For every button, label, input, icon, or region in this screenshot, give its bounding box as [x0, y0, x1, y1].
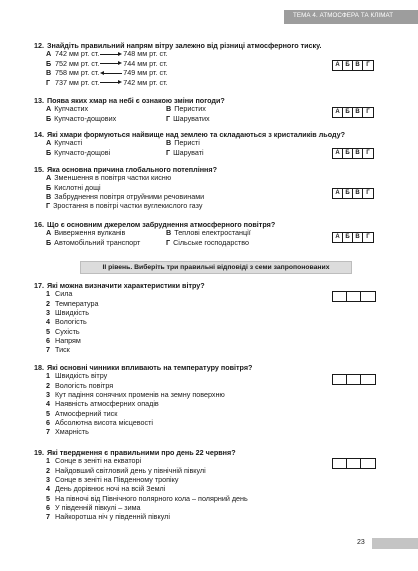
list-item: 4 Вологість	[46, 317, 87, 327]
option-16-a: А Виверження вулканів	[46, 228, 126, 238]
list-item: 2 Найдовший світловий день у північній півкулі	[46, 465, 206, 475]
question-text: Що є основним джерелом забруднення атмосферного повітря?	[47, 220, 276, 229]
question-text: Які твердження є правильними про день 22 червня?	[47, 448, 236, 457]
question-16: 16. Що є основним джерелом забруднення атмосферного повітря? А Виверження вулканів В Теплові електростанції Б Автомобільний транспорт Г Сільське господарство	[34, 221, 374, 248]
answer-grid-13[interactable]: А Б В Г	[332, 107, 374, 118]
option-13-b: Б Купчасто-дощових	[46, 113, 117, 123]
question-18: 18. Які основні чинники впливають на температуру повітря? 1 Швидкість вітру 2 Вологість повітря 3 Кут падіння сонячних променів на земну поверхню 4 Наявність атмосферних опадів 5 Атмосферний тиск 6 Абсолютна висота місцевості 7 Хмарність	[34, 364, 374, 438]
list-item: 7 Хмарність	[46, 427, 89, 437]
question-17: 17. Які можна визначити характеристики вітру? 1 Сила 2 Температура 3 Швидкість 4 Вологість 5 Сухість 6 Напрям 7 Тиск	[34, 282, 374, 356]
answer-boxes-19[interactable]	[332, 458, 376, 469]
option-15-d: Г Зростання в повітрі частки вуглекислого газу	[46, 201, 203, 211]
option-16-c: В Теплові електростанції	[166, 228, 251, 238]
option-12-a: А 742 мм рт. ст. 748 мм рт. ст.	[46, 49, 168, 59]
question-14: 14. Які хмари формуються найвище над землею та складаються з кристаликів льоду? А Купчасті В Перисті Б Купчасто-дощові Г Шаруваті	[34, 130, 346, 157]
footer-bar	[372, 538, 418, 549]
option-15-b: Б Кислотні дощі	[46, 182, 101, 192]
option-12-b: Б 752 мм рт. ст. 744 мм рт. ст.	[46, 58, 168, 68]
list-item: 6 У південній півкулі – зима	[46, 502, 141, 512]
level-2-heading: II рівень. Виберіть три правильні відповіді з семи запропонованих	[80, 261, 352, 274]
list-item: 3 Кут падіння сонячних променів на земну поверхню	[46, 390, 225, 400]
list-item: 3 Швидкість	[46, 308, 89, 318]
list-item: 7 Найкоротша ніч у південній півкулі	[46, 512, 170, 522]
question-12	[34, 42, 374, 88]
option-16-b: Б Автомобільний транспорт	[46, 237, 141, 247]
option-14-c: В Перисті	[166, 138, 200, 148]
answer-grid-16[interactable]: А Б В Г	[332, 232, 374, 243]
answer-boxes-17[interactable]	[332, 291, 376, 302]
option-14-d: Г Шаруваті	[166, 147, 204, 157]
option-14-a: А Купчасті	[46, 138, 83, 148]
arrow-left-icon	[100, 71, 122, 76]
answer-grid-14[interactable]: А Б В Г	[332, 148, 374, 159]
list-item: 4 Наявність атмосферних опадів	[46, 399, 159, 409]
question-text: Знайдіть правильний напрям вітру залежно від різниці атмосферного тиску.	[47, 41, 322, 50]
arrow-right-icon	[100, 52, 122, 57]
header-title: ТЕМА 4. АТМОСФЕРА ТА КЛІМАТ	[293, 12, 394, 19]
question-text: Які можна визначити характеристики вітру?	[47, 281, 205, 290]
list-item: 5 На півночі від Північного полярного кола – полярний день	[46, 493, 248, 503]
answer-grid-15[interactable]: А Б В Г	[332, 188, 374, 199]
question-19: 19. Які твердження є правильними про день 22 червня? 1 Сонце в зеніті на екваторі 2 Найдовший світловий день у північній півкулі 3 Сонце в зеніті на Південному тропіку 4 День дорівнює ночі на всій Землі 5 На півночі від Північного полярного кола – полярний день 6 У південній півкулі – зима 7 Найкоротша ніч у південній півкулі	[34, 449, 374, 523]
option-13-a: А Купчастих	[46, 104, 89, 114]
option-13-c: В Перистих	[166, 104, 206, 114]
list-item: 1 Сонце в зеніті на екваторі	[46, 456, 142, 466]
option-15-a: А Зменшення в повітря частки кисню	[46, 173, 172, 183]
list-item: 2 Вологість повітря	[46, 380, 114, 390]
question-text: Яка основна причина глобального потепління?	[47, 165, 217, 174]
question-number: 12.	[34, 41, 44, 50]
question-15: 15. Яка основна причина глобального потепління? А Зменшення в повітря частки кисню Б Кислотні дощі В Забруднення повітря отруйними речовинами Г Зростання в повітрі частки вуглекислого газу	[34, 166, 374, 212]
list-item: 1 Швидкість вітру	[46, 371, 108, 381]
list-item: 7 Тиск	[46, 345, 70, 355]
page-number: 23	[357, 539, 365, 546]
answer-boxes-18[interactable]	[332, 374, 376, 385]
option-16-d: Г Сільське господарство	[166, 237, 249, 247]
option-12-c: В 758 мм рт. ст. 749 мм рт. ст.	[46, 68, 168, 78]
list-item: 6 Напрям	[46, 335, 81, 345]
option-15-c: В Забруднення повітря отруйними речовинами	[46, 192, 205, 202]
option-12-d: Г 737 мм рт. ст. 742 мм рт. ст.	[46, 77, 168, 87]
question-13: 13. Поява яких хмар на небі є ознакою зміни погоди? А Купчастих В Перистих Б Купчасто-дощових Г Шаруватих	[34, 97, 374, 124]
list-item: 4 День дорівнює ночі на всій Землі	[46, 484, 166, 494]
question-text: Які основні чинники впливають на температуру повітря?	[47, 363, 253, 372]
arrow-right-icon	[100, 61, 122, 66]
arrow-right-icon	[100, 80, 122, 85]
option-14-b: Б Купчасто-дощові	[46, 147, 111, 157]
list-item: 3 Сонце в зеніті на Південному тропіку	[46, 475, 179, 485]
list-item: 6 Абсолютна висота місцевості	[46, 417, 153, 427]
list-item: 5 Сухість	[46, 326, 80, 336]
option-13-d: Г Шаруватих	[166, 113, 210, 123]
list-item: 5 Атмосферний тиск	[46, 408, 118, 418]
question-text: Які хмари формуються найвище над землею та складаються з кристаликів льоду?	[47, 130, 346, 139]
list-item: 1 Сила	[46, 289, 73, 299]
list-item: 2 Температура	[46, 298, 99, 308]
question-text: Поява яких хмар на небі є ознакою зміни погоди?	[47, 96, 225, 105]
answer-grid-12[interactable]: А Б В Г	[332, 60, 374, 71]
